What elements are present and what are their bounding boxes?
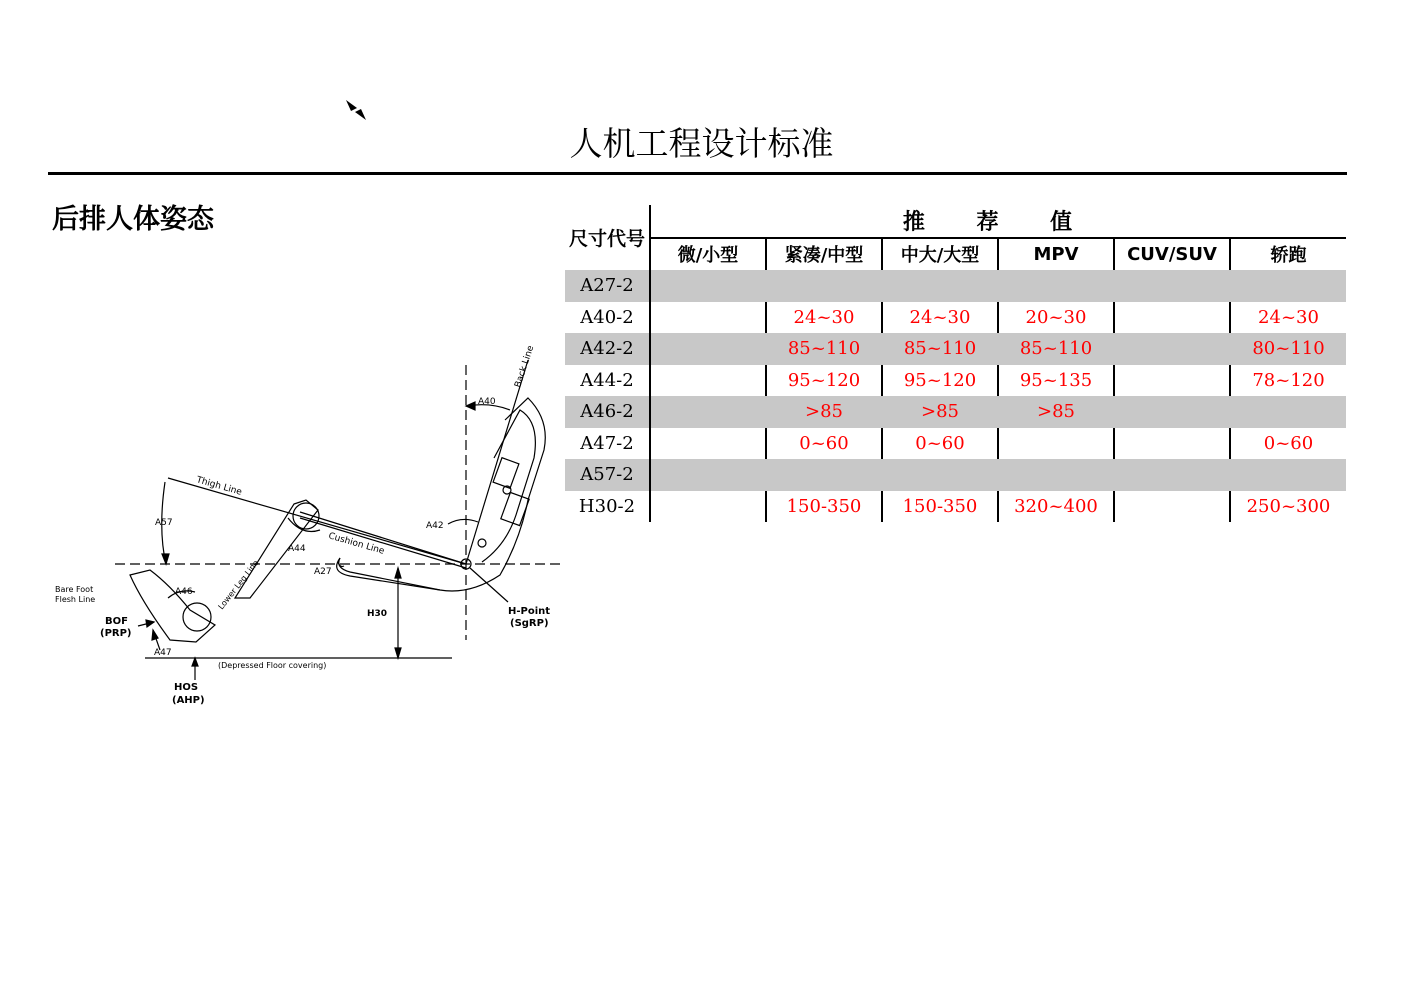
- row-code: H30-2: [565, 491, 650, 523]
- table-cell: [766, 270, 882, 302]
- table-cell: [1230, 270, 1346, 302]
- table-row: [565, 302, 1346, 334]
- table-cell: [650, 270, 766, 302]
- table-cell: 0~60: [882, 428, 998, 460]
- table-cell: 24~30: [882, 302, 998, 334]
- table-cell: 24~30: [766, 302, 882, 334]
- table-cell: [882, 459, 998, 491]
- diagram-label-sgrp: (SgRP): [510, 618, 549, 629]
- diagram-label-prp: (PRP): [100, 628, 132, 639]
- column-header: 中大/大型: [882, 238, 998, 271]
- table-cell: [766, 459, 882, 491]
- diagram-label-cushion-line: Cushion Line: [327, 531, 386, 557]
- column-header-code: 尺寸代号: [565, 205, 650, 270]
- table-cell: [1114, 270, 1230, 302]
- diagram-label-bare-foot: Bare Foot: [55, 585, 94, 594]
- table-cell: [998, 459, 1114, 491]
- table-cell: [998, 270, 1114, 302]
- diagram-label-hos: HOS: [174, 682, 199, 693]
- row-code: A47-2: [565, 428, 650, 460]
- diagram-label-a57: A57: [155, 518, 173, 528]
- table-cell: 85~110: [766, 333, 882, 365]
- column-header: MPV: [998, 238, 1114, 271]
- table-cell: >85: [998, 396, 1114, 428]
- table-cell: 80~110: [1230, 333, 1346, 365]
- diagram-label-ahp: (AHP): [172, 695, 205, 706]
- row-code: A40-2: [565, 302, 650, 334]
- table-row: [565, 428, 1346, 460]
- table-cell: [1230, 396, 1346, 428]
- table-row: [565, 365, 1346, 397]
- table-row: [565, 491, 1346, 523]
- table-cell: [650, 365, 766, 397]
- table-cell: 95~120: [882, 365, 998, 397]
- column-header: 紧凑/中型: [766, 238, 882, 271]
- column-header: 轿跑: [1270, 245, 1307, 267]
- table-cell: [650, 491, 766, 523]
- table-cell: [650, 333, 766, 365]
- diagram-label-h30: H30: [367, 609, 388, 619]
- row-code: A46-2: [565, 396, 650, 428]
- row-code: A44-2: [565, 365, 650, 397]
- table-cell: >85: [766, 396, 882, 428]
- table-cell: 85~110: [882, 333, 998, 365]
- table-cell: [650, 396, 766, 428]
- posture-diagram: [50, 340, 570, 720]
- diagram-label-lower-leg-line: Lower Leg Line: [216, 558, 261, 612]
- section-title: 后排人体姿态: [52, 204, 214, 235]
- table-cell: 85~110: [998, 333, 1114, 365]
- table-cell: [1114, 333, 1230, 365]
- table-cell: 0~60: [1263, 432, 1314, 454]
- table-cell: 150-350: [766, 491, 882, 523]
- table-cell: [1114, 302, 1230, 334]
- diagram-label-h-point: H-Point: [508, 606, 551, 617]
- column-header: CUV/SUV: [1114, 238, 1230, 271]
- row-code: A27-2: [565, 270, 650, 302]
- diagram-label-a42: A42: [426, 521, 444, 531]
- diagram-label-floor: (Depressed Floor covering): [218, 661, 327, 670]
- table-cell: 95~120: [766, 365, 882, 397]
- table-cell: >85: [882, 396, 998, 428]
- page-title: 人机工程设计标准: [569, 124, 834, 163]
- table-cell: [650, 428, 766, 460]
- table-row: [565, 459, 1346, 491]
- column-header-recommended: 推 荐 值: [650, 205, 1346, 238]
- table-cell: [650, 459, 766, 491]
- table-cell: 95~135: [998, 365, 1114, 397]
- table-cell: [1114, 428, 1230, 460]
- title-divider: [48, 172, 1347, 175]
- spec-table: [565, 205, 1346, 522]
- table-cell: 150-350: [882, 491, 998, 523]
- diagram-label-bof: BOF: [105, 616, 128, 627]
- table-cell: 250~300: [1246, 495, 1331, 517]
- table-cell: 20~30: [998, 302, 1114, 334]
- table-cell: 0~60: [766, 428, 882, 460]
- table-cell: 320~400: [998, 491, 1114, 523]
- diagram-label-a40: A40: [478, 397, 496, 407]
- table-cell: [882, 270, 998, 302]
- diagram-label-thigh-line: Thigh Line: [195, 475, 243, 498]
- table-cell: [1114, 396, 1230, 428]
- diagram-label-a46: A46: [175, 587, 193, 597]
- logo-icon: [344, 98, 368, 122]
- table-cell: 24~30: [1258, 306, 1319, 328]
- diagram-label-flesh-line: Flesh Line: [55, 595, 96, 604]
- diagram-label-a44: A44: [288, 544, 306, 554]
- row-code: A42-2: [565, 333, 650, 365]
- table-cell: [1114, 459, 1230, 491]
- table-cell: [998, 428, 1114, 460]
- table-cell: [650, 302, 766, 334]
- table-cell: [1114, 365, 1230, 397]
- column-header: 微/小型: [650, 238, 766, 271]
- table-cell: [1114, 491, 1230, 523]
- table-cell: 78~120: [1252, 369, 1325, 391]
- row-code: A57-2: [565, 459, 650, 491]
- table-cell: [1230, 459, 1346, 491]
- table-row: [565, 396, 1346, 428]
- table-row: [565, 270, 1346, 302]
- diagram-label-back-line: Back Line: [513, 344, 537, 389]
- diagram-label-a47: A47: [154, 648, 172, 658]
- diagram-label-a27: A27: [314, 567, 332, 577]
- table-row: [565, 333, 1346, 365]
